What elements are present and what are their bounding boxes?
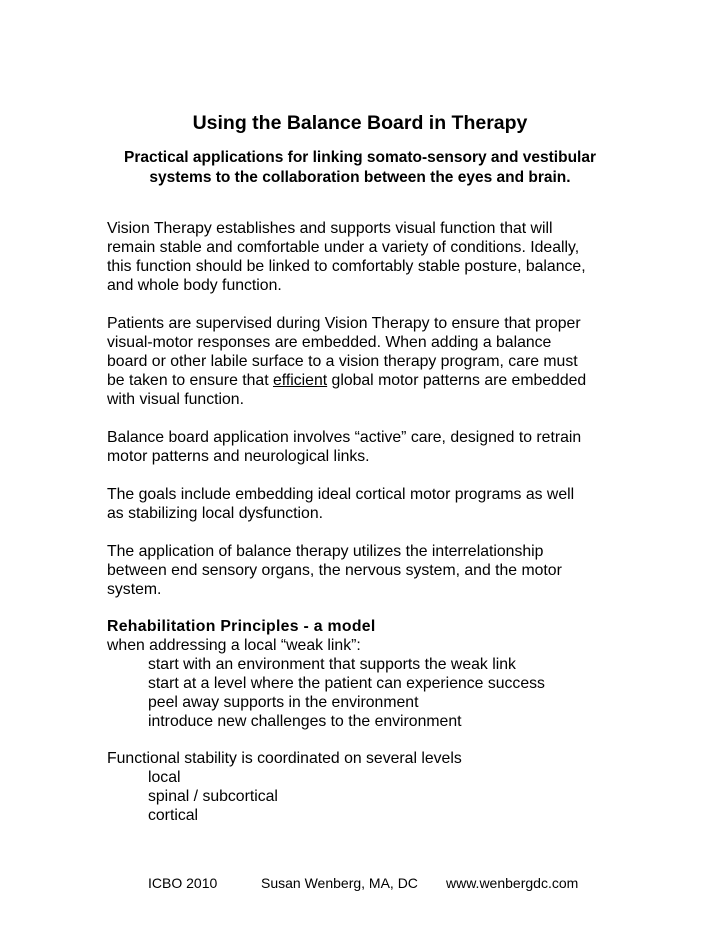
text-line: visual-motor responses are embedded. When adding a balance	[107, 334, 552, 351]
subtitle-line: Practical applications for linking somato-sensory and vestibular	[123, 149, 597, 166]
text-line: when addressing a local “weak link”:	[107, 637, 361, 654]
underlined-word: efficient	[272, 372, 328, 389]
text-fragment: be taken to ensure that	[107, 372, 273, 389]
footer-website: www.wenbergdc.com	[446, 875, 579, 891]
text-line: Balance board application involves “active” care, designed to retrain	[107, 429, 582, 446]
list-item: cortical	[148, 807, 199, 824]
paragraph-vision-therapy	[107, 219, 667, 295]
text-line: motor patterns and neurological links.	[107, 448, 370, 465]
text-line: Functional stability is coordinated on several levels	[107, 750, 462, 767]
text-line: system.	[107, 581, 162, 598]
rehabilitation-principles	[107, 617, 667, 731]
list-item: peel away supports in the environment	[148, 694, 419, 711]
list-item: introduce new challenges to the environment	[148, 713, 462, 730]
list-item: spinal / subcortical	[148, 788, 278, 805]
page-footer	[0, 873, 720, 893]
section-heading: Rehabilitation Principles - a model	[107, 618, 376, 635]
paragraph-supervision	[107, 314, 667, 409]
text-line: with visual function.	[107, 391, 244, 408]
text-line: as stabilizing local dysfunction.	[107, 505, 324, 522]
text-line: Vision Therapy establishes and supports visual function that will	[107, 220, 553, 237]
text-line: this function should be linked to comfortably stable posture, balance,	[107, 258, 586, 275]
list-item: start with an environment that supports the weak link	[148, 656, 516, 673]
footer-author: Susan Wenberg, MA, DC	[261, 875, 418, 891]
text-line: and whole body function.	[107, 277, 282, 294]
text-line	[107, 371, 667, 390]
text-line: board or other labile surface to a vision therapy program, care must	[107, 353, 578, 370]
list-item: start at a level where the patient can experience success	[148, 675, 545, 692]
paragraph-interrelationship	[107, 542, 667, 599]
footer-event: ICBO 2010	[148, 875, 218, 891]
text-line: between end sensory organs, the nervous system, and the motor	[107, 562, 562, 579]
text-line: The goals include embedding ideal cortical motor programs as well	[107, 486, 575, 503]
text-line: remain stable and comfortable under a variety of conditions. Ideally,	[107, 239, 580, 256]
text-line: Patients are supervised during Vision Therapy to ensure that proper	[107, 315, 581, 332]
subtitle-line: systems to the collaboration between the eyes and brain.	[149, 169, 571, 186]
functional-stability	[107, 749, 667, 825]
paragraph-active-care	[107, 428, 667, 466]
page-title: Using the Balance Board in Therapy	[192, 112, 528, 134]
paragraph-goals	[107, 485, 667, 523]
list-item: local	[148, 769, 181, 786]
text-fragment: global motor patterns are embedded	[327, 372, 587, 389]
subtitle	[0, 148, 720, 188]
text-line: The application of balance therapy utilizes the interrelationship	[107, 543, 544, 560]
